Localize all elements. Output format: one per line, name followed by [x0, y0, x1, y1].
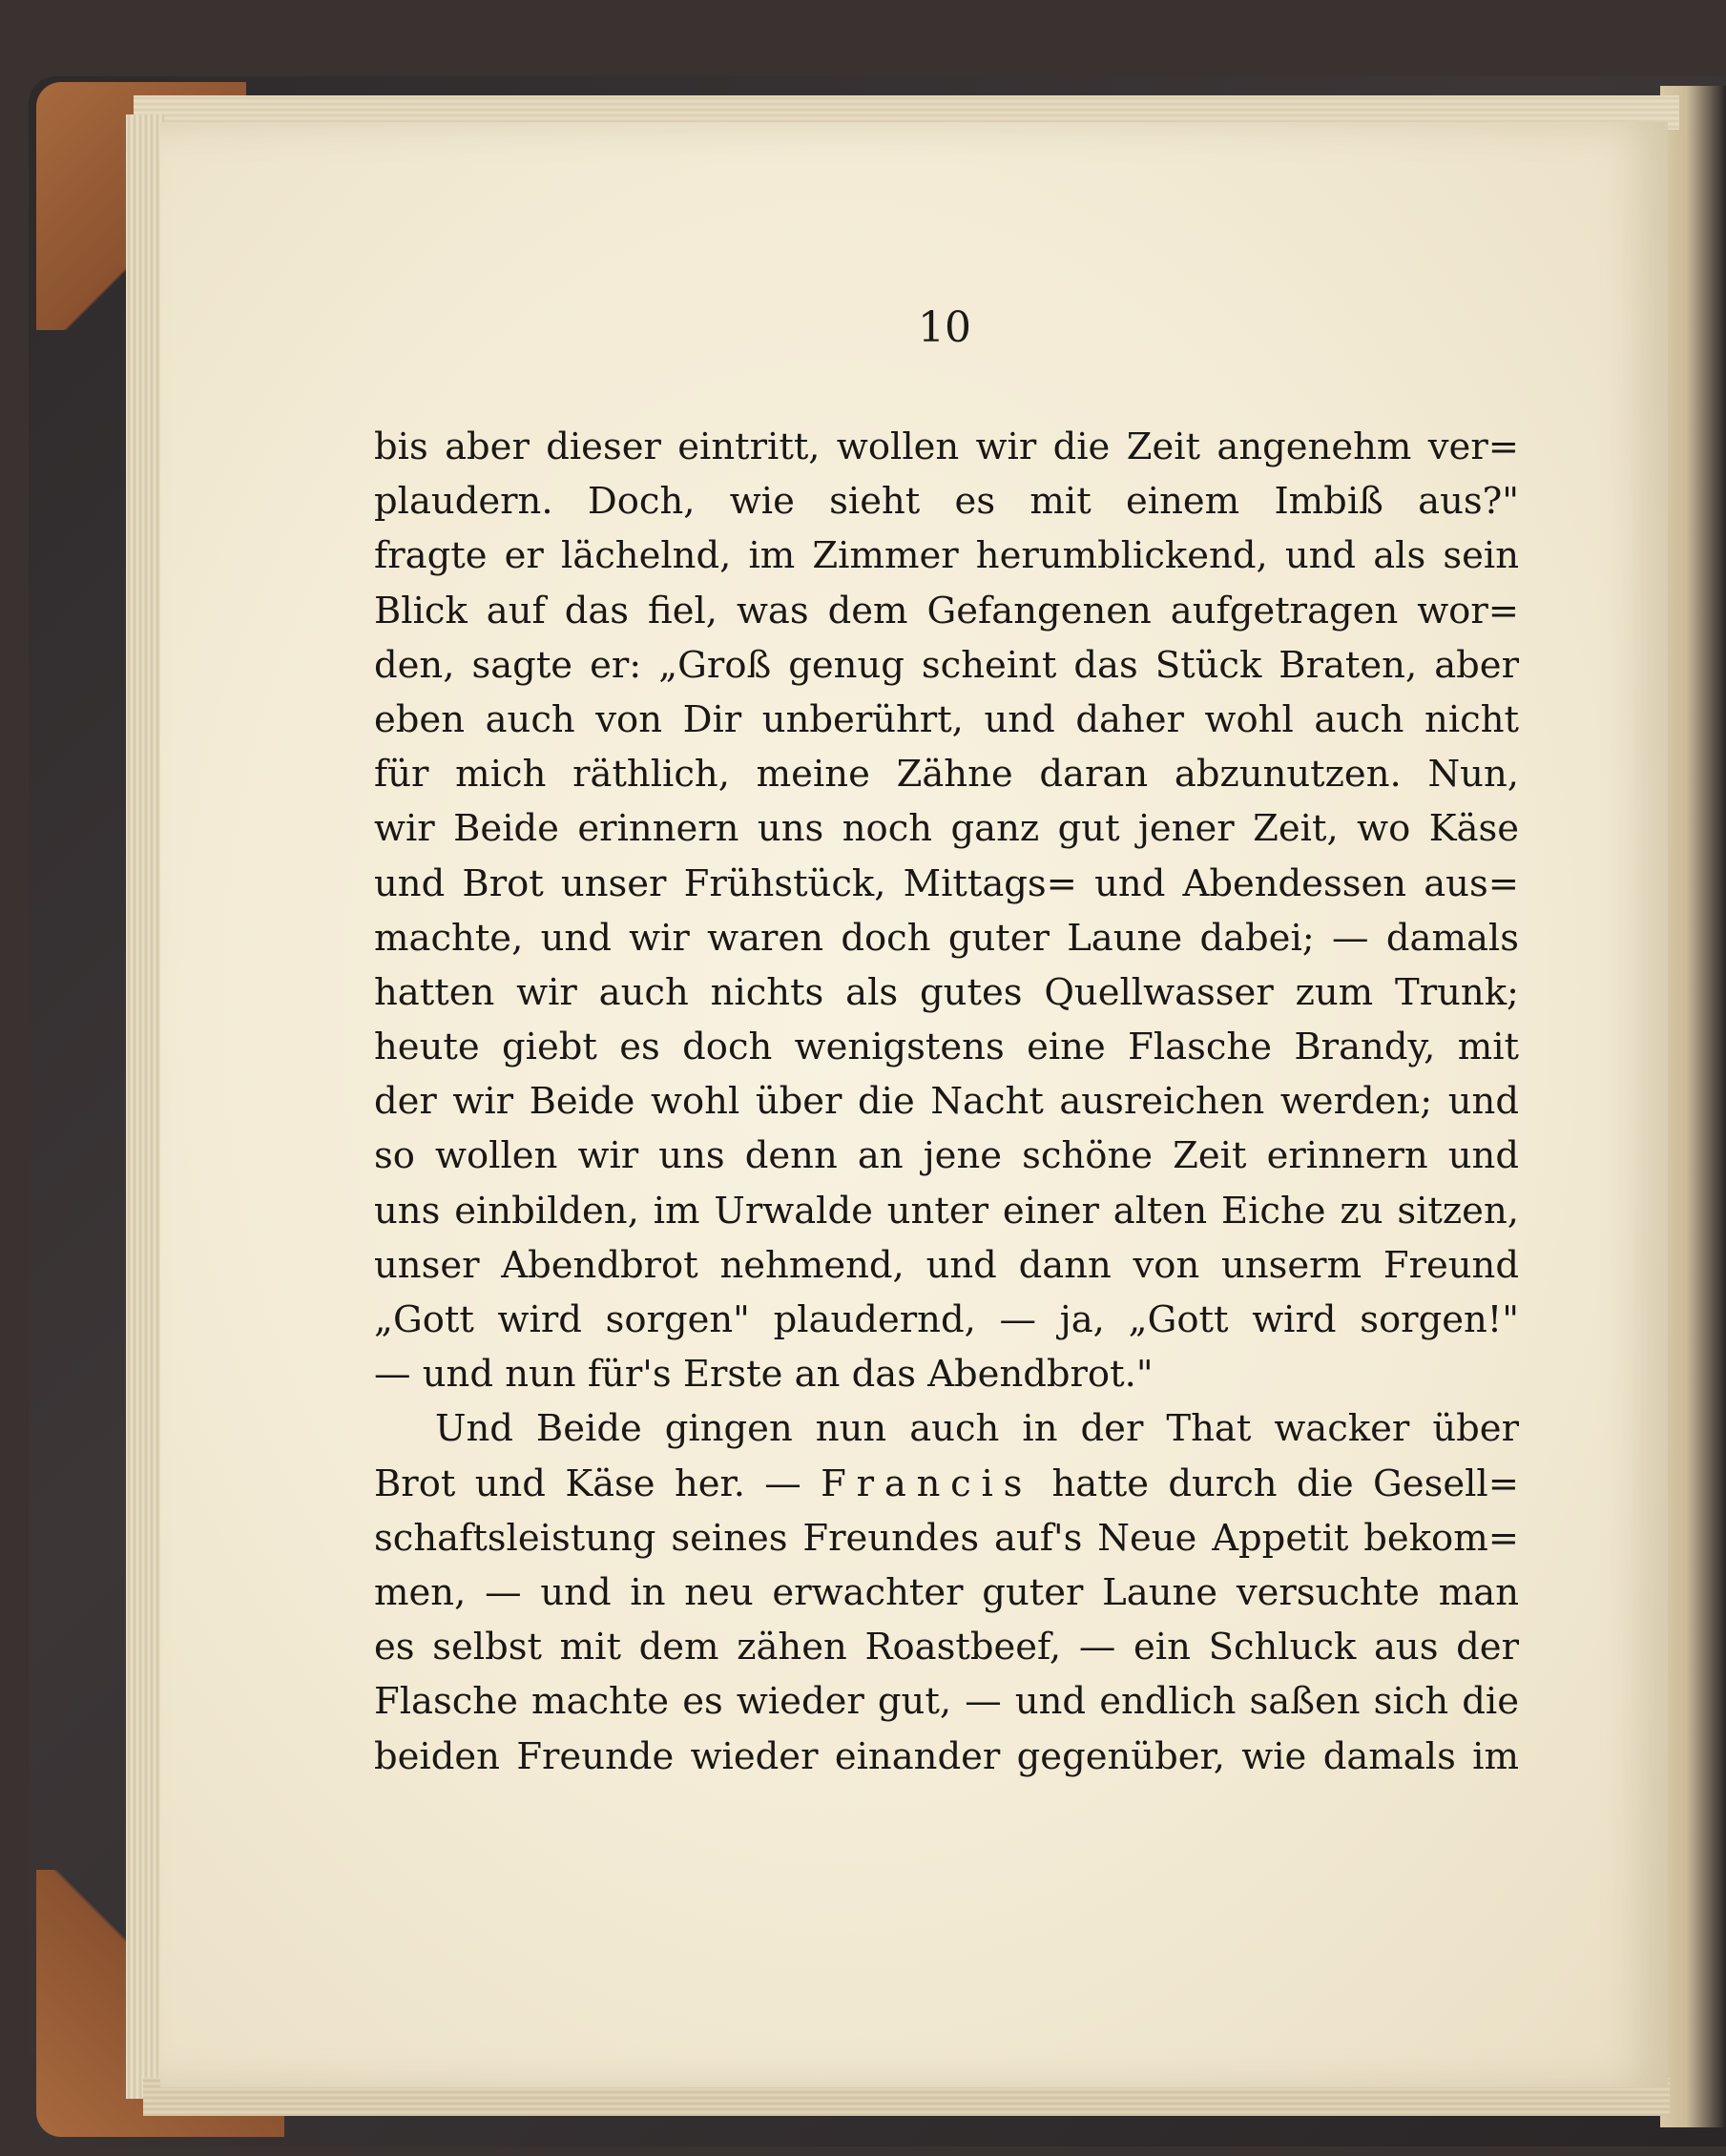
- text-line: für mich räthlich, meine Zähne daran abzunutzen. Nun,: [374, 753, 1519, 797]
- text-line: Blick auf das fiel, was dem Gefangenen aufgetragen wor=: [374, 589, 1519, 632]
- text-line: und Brot unser Frühstück, Mittags= und Abendessen aus=: [374, 861, 1519, 905]
- text-line: der wir Beide wohl über die Nacht ausreichen werden; und: [374, 1080, 1519, 1124]
- text-line: so wollen wir uns denn an jene schöne Zeit erinnern und: [374, 1134, 1519, 1178]
- spaced-name: Francis: [821, 1462, 1033, 1505]
- text-line: men, — und in neu erwachter guter Laune versuchte man: [374, 1570, 1519, 1614]
- text-line: heute giebt es doch wenigstens eine Flasche Brandy, mit: [374, 1026, 1519, 1069]
- text-line: beiden Freunde wieder einander gegenüber, wie damals im: [374, 1734, 1519, 1778]
- text-line: „Gott wird sorgen" plaudernd, — ja, „Gott wird sorgen!": [374, 1298, 1519, 1341]
- text-line: fragte er lächelnd, im Zimmer herumblickend, und als sein: [374, 534, 1519, 578]
- text-line: wir Beide erinnern uns noch ganz gut jener Zeit, wo Käse: [374, 807, 1519, 851]
- text-line: uns einbilden, im Urwalde unter einer alten Eiche zu sitzen,: [374, 1189, 1519, 1233]
- page-stack-left-edge: [126, 114, 164, 2099]
- text-line: — und nun für's Erste an das Abendbrot.": [374, 1353, 1154, 1397]
- paragraph-start-line: Und Beide gingen nun auch in der That wacker über: [435, 1407, 1519, 1451]
- facing-page-edge: [1660, 86, 1726, 2127]
- text-line: es selbst mit dem zähen Roastbeef, — ein Schluck aus der: [374, 1626, 1519, 1669]
- text-line: machte, und wir waren doch guter Laune dabei; — damals: [374, 916, 1519, 960]
- text-line: schaftsleistung seines Freundes auf's Neue Appetit bekom=: [374, 1516, 1519, 1560]
- text-line: hatten wir auch nichts als gutes Quellwasser zum Trunk;: [374, 970, 1519, 1014]
- text-segment: Brot und Käse her. —: [374, 1462, 821, 1505]
- text-line: eben auch von Dir unberührt, und daher wohl auch nicht: [374, 697, 1519, 741]
- page-number: 10: [918, 303, 971, 352]
- text-line: [374, 1457, 1519, 1511]
- text-line: bis aber dieser eintritt, wollen wir die Zeit angenehm ver=: [374, 425, 1519, 468]
- text-line: Flasche machte es wieder gut, — und endlich saßen sich die: [374, 1680, 1519, 1724]
- body-text: [374, 420, 1519, 1784]
- text-segment: hatte durch die Gesell=: [1032, 1462, 1519, 1505]
- text-line: unser Abendbrot nehmend, und dann von unserm Freund: [374, 1243, 1519, 1287]
- text-line: plaudern. Doch, wie sieht es mit einem Imbiß aus?": [374, 480, 1519, 524]
- text-line: den, sagte er: „Groß genug scheint das Stück Braten, aber: [374, 643, 1519, 687]
